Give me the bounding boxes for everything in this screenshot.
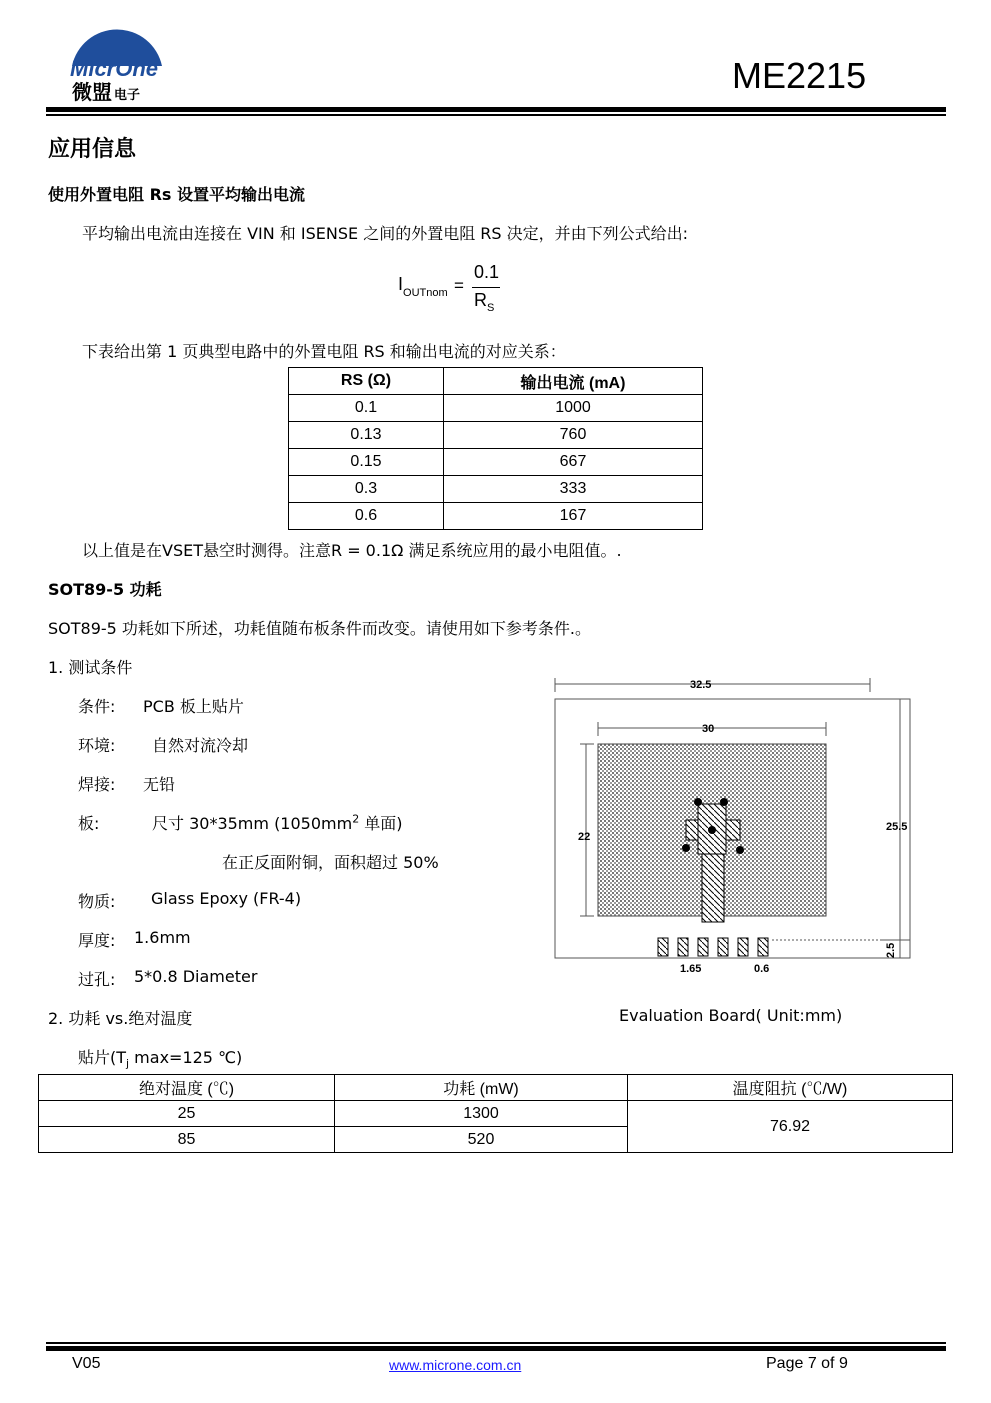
- dim-lead-height: 2.5: [885, 942, 897, 958]
- rs-note: 以上值是在VSET悬空时测得。注意R = 0.1Ω 满足系统应用的最小电阻值。.: [82, 541, 622, 560]
- condition-value-sup: 2: [352, 812, 360, 826]
- table-cell: 167: [444, 503, 703, 530]
- test-conditions-title: 1. 测试条件: [48, 658, 133, 677]
- table-header-thermal: 温度阻抗 (℃/W): [628, 1075, 953, 1101]
- header-rule: [46, 107, 946, 112]
- footer-website-link[interactable]: www.microne.com.cn: [389, 1357, 522, 1373]
- condition-value-main: 尺寸 30*35mm (1050mm: [152, 814, 353, 833]
- dim-inner-height: 22: [578, 831, 591, 843]
- formula-numerator: 0.1: [474, 262, 500, 282]
- condition-value: PCB 板上贴片: [143, 697, 244, 716]
- formula-equals: =: [454, 276, 464, 295]
- footer-rule: [46, 1346, 946, 1351]
- table-cell: 1300: [335, 1101, 628, 1127]
- condition-label: 焊接:: [78, 775, 116, 794]
- condition-value: 5*0.8 Diameter: [134, 967, 258, 986]
- via: [708, 826, 716, 834]
- via: [694, 798, 702, 806]
- rs-heading: 使用外置电阻 Rs 设置平均输出电流: [48, 185, 305, 204]
- condition-label: 板:: [78, 814, 100, 833]
- power-vs-temp-title: 2. 功耗 vs.绝对温度: [48, 1009, 193, 1028]
- table-cell: 0.3: [289, 476, 444, 503]
- condition-value: 无铅: [143, 775, 176, 794]
- lead-traces: [702, 854, 724, 922]
- lead-pads: [658, 938, 768, 956]
- table-header-power: 功耗 (mW): [335, 1075, 628, 1101]
- via: [682, 844, 690, 852]
- table-cell: 520: [335, 1127, 628, 1153]
- formula-lhs-sub: OUTnom: [403, 287, 448, 299]
- table-cell: 0.1: [289, 395, 444, 422]
- formula-lhs-main: I: [398, 274, 404, 294]
- formula-denominator-main: R: [474, 290, 487, 310]
- formula-fraction-bar: [472, 287, 500, 288]
- footer-page-number: Page 7 of 9: [766, 1355, 848, 1372]
- power-intro: SOT89-5 功耗如下所述，功耗值随布板条件而改变。请使用如下参考条件.。: [48, 619, 592, 638]
- rs-intro: 平均输出电流由连接在 VIN 和 ISENSE 之间的外置电阻 RS 决定，并由下列公式给出:: [82, 224, 689, 243]
- formula-denominator-sub: S: [487, 302, 495, 314]
- table-cell: 1000: [444, 395, 703, 422]
- dim-inner-width: 30: [702, 723, 715, 735]
- table-cell: 0.15: [289, 449, 444, 476]
- footer-version: V05: [72, 1355, 101, 1372]
- table-cell: 85: [39, 1127, 335, 1153]
- table-cell: 333: [444, 476, 703, 503]
- mount-suffix: max=125 ℃): [129, 1048, 243, 1067]
- dim-lead-width: 0.6: [754, 963, 770, 975]
- condition-label: 厚度:: [78, 931, 116, 950]
- formula-lhs: [398, 274, 448, 299]
- table-row: [289, 449, 703, 476]
- via: [720, 798, 728, 806]
- mount-sub: j: [126, 1057, 130, 1071]
- board-caption: Evaluation Board( Unit:mm): [619, 1006, 843, 1025]
- table-cell: 25: [39, 1101, 335, 1127]
- table-row: [289, 395, 703, 422]
- table-row: [289, 476, 703, 503]
- condition-value: [152, 811, 403, 834]
- logo-text-cn-sub: 电子: [114, 88, 141, 103]
- rs-current-table: [288, 367, 703, 530]
- condition-label: 环境:: [78, 736, 116, 755]
- logo-text-cn: [72, 76, 140, 105]
- condition-value: Glass Epoxy (FR-4): [151, 889, 302, 908]
- table-cell-merged: 76.92: [628, 1101, 953, 1153]
- table-header-row: [39, 1075, 953, 1101]
- condition-label: 条件:: [78, 697, 116, 716]
- dim-outer-width: 32.5: [690, 679, 712, 691]
- mount-condition: [78, 1045, 242, 1070]
- table-cell: 667: [444, 449, 703, 476]
- condition-value-tail: 单面): [359, 814, 403, 833]
- table-row: [289, 503, 703, 530]
- company-logo: [64, 14, 174, 104]
- mount-prefix: 贴片(T: [78, 1048, 127, 1067]
- condition-value: 在正反面附铜，面积超过 50%: [222, 853, 439, 872]
- table-header-rs: RS (Ω): [289, 368, 444, 395]
- section-title: 应用信息: [48, 137, 137, 162]
- current-formula: [398, 260, 518, 320]
- logo-text-top: MicrOne: [70, 56, 159, 81]
- table-cell: 0.6: [289, 503, 444, 530]
- power-heading: SOT89-5 功耗: [48, 580, 162, 599]
- evaluation-board-drawing: [552, 672, 914, 982]
- formula-denominator: [474, 290, 494, 314]
- table-header-row: [289, 368, 703, 395]
- document-id: ME2215: [732, 55, 867, 96]
- via: [736, 846, 744, 854]
- dim-pitch: 1.65: [680, 963, 702, 975]
- table-header-temp: 绝对温度 (℃): [39, 1075, 335, 1101]
- condition-label: 物质:: [78, 892, 116, 911]
- power-temp-table: [38, 1074, 953, 1153]
- table-row: [39, 1101, 953, 1127]
- table-header-current: 输出电流 (mA): [444, 368, 703, 395]
- table-cell: 760: [444, 422, 703, 449]
- footer-rule-thin: [46, 1342, 946, 1344]
- table-cell: 0.13: [289, 422, 444, 449]
- header-rule-thin: [46, 114, 946, 116]
- logo-text-cn-main: 微盟: [72, 80, 112, 104]
- table-row: [289, 422, 703, 449]
- condition-label: 过孔:: [78, 970, 116, 989]
- dim-outer-height: 25.5: [886, 821, 908, 833]
- rs-table-intro: 下表给出第 1 页典型电路中的外置电阻 RS 和输出电流的对应关系：: [82, 342, 566, 361]
- condition-value: 自然对流冷却: [152, 736, 249, 755]
- condition-value: 1.6mm: [134, 928, 191, 947]
